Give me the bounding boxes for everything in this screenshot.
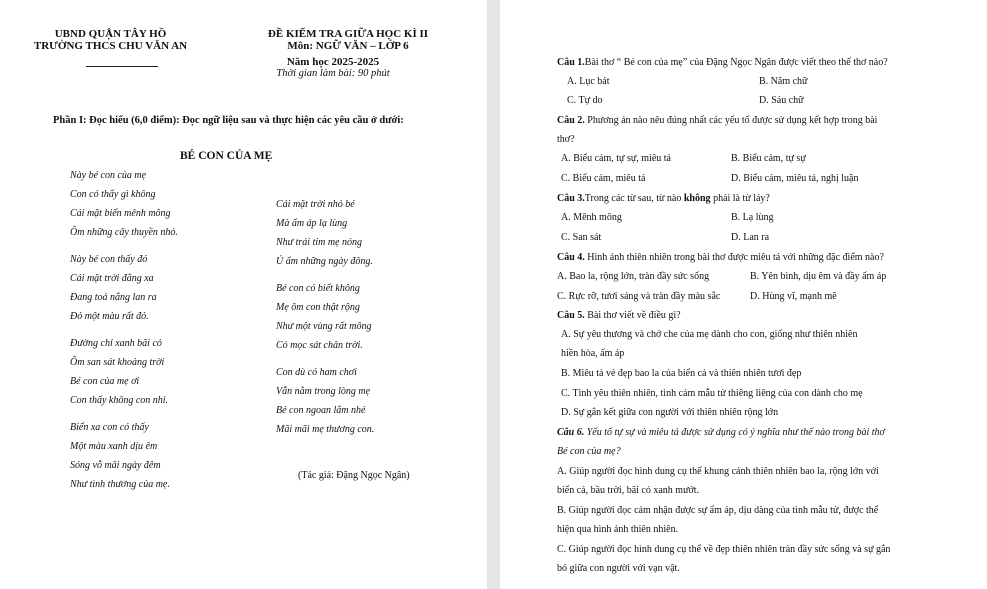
poem-line: Mẹ ôm con thật rộng <box>276 302 360 313</box>
poem-line: Biển xa con có thấy <box>70 422 149 433</box>
poem-line: Đường chỉ xanh bãi cỏ <box>70 338 162 349</box>
option-a: A. Mênh mông <box>561 212 622 223</box>
option-a: A. Giúp người đọc hình dung cụ thể khung cảnh thiên nhiên bao la, rộng lớn với <box>557 466 879 477</box>
question-label: Câu 5. <box>557 310 585 321</box>
option-b: B. Lạ lùng <box>731 212 774 223</box>
option-a: A. Sự yêu thương và chở che của mẹ dành cho con, giống như thiên nhiên <box>561 329 858 340</box>
poem-line: Cái mặt biển mênh mông <box>70 208 171 219</box>
option-a-cont: hiền hòa, ấm áp <box>561 348 625 359</box>
exam-duration: Thời gian làm bài: 90 phút <box>276 68 390 79</box>
question-text: Bài thơ “ Bé con của mẹ” của Đặng Ngọc Ngân được viết theo thể thơ nào? <box>584 57 888 68</box>
option-b: B. Giúp người đọc cảm nhận được sự ấm áp, dịu dàng của tình mẫu tử, được thể <box>557 505 879 516</box>
poem-line: Con dù có ham chơi <box>276 367 357 378</box>
poem-line: Ôm san sát khoảng trời <box>70 357 165 368</box>
question-text: Trong các từ sau, từ nào <box>584 193 684 204</box>
option-d: D. Lan ra <box>731 232 770 243</box>
question-5 <box>557 306 977 326</box>
question-label: Câu 2. <box>557 115 585 126</box>
question-label: Câu 4. <box>557 252 585 263</box>
part1-heading <box>53 115 404 126</box>
options-row <box>557 208 977 228</box>
exam-page-left <box>0 0 487 589</box>
poem-stanza <box>70 334 178 410</box>
options-row <box>557 287 977 307</box>
poem-stanza <box>70 166 178 242</box>
question-text: phải là từ láy? <box>710 193 770 204</box>
exam-year: Năm học 2025-2025 <box>286 56 380 68</box>
question-label: Câu 1. <box>557 57 585 68</box>
poem-line: Ôm những cây thuyền nhỏ. <box>70 227 178 238</box>
option-d: D. Hùng vĩ, mạnh mẽ <box>750 291 837 302</box>
question-text: thơ? <box>557 134 575 145</box>
poem-left-column <box>70 166 178 502</box>
option-c-cont: bó giữa con người với vạn vật. <box>557 563 680 574</box>
option-a: A. Lục bát <box>567 76 610 87</box>
options-row <box>557 149 977 169</box>
option-d: D. Sự gắn kết giữa con người với thiên nhiên rộng lớn <box>561 407 779 418</box>
option-d: D. Sáu chữ <box>759 95 804 106</box>
options-row <box>557 228 977 248</box>
option-c: C. Giúp người đọc hình dung cụ thể về đẹp thiên nhiên tràn đầy sức sống và sự gắn <box>557 544 891 555</box>
exam-page-right <box>500 0 987 589</box>
poem-line: Bé con ngoan lắm nhé <box>276 405 366 416</box>
poem-line: Mãi mãi mẹ thương con. <box>276 424 375 435</box>
option-b: B. Miêu tả vẻ đẹp bao la của biển cả và thiên nhiên tươi đẹp <box>561 368 802 379</box>
option-c: C. Biểu cảm, miêu tả <box>561 173 646 184</box>
exam-subject: Môn: NGỮ VĂN – LỚP 6 <box>287 40 409 52</box>
option-a: A. Bao la, rộng lớn, tràn đầy sức sống <box>557 271 710 282</box>
question-label: Câu 3. <box>557 193 585 204</box>
option-c: C. San sát <box>561 232 602 243</box>
exam-title: ĐỀ KIỂM TRA GIỮA HỌC KÌ II <box>267 28 429 40</box>
options-row <box>557 267 977 287</box>
option-c: C. Tự do <box>567 95 603 106</box>
question-text: Hình ảnh thiên nhiên trong bài thơ được miêu tả với những đặc điểm nào? <box>584 252 884 263</box>
poem-author: (Tác giả: Đặng Ngọc Ngân) <box>298 470 410 481</box>
option-b: B. Năm chữ <box>759 76 808 87</box>
poem-line: Sóng vỗ mãi ngày đêm <box>70 460 161 471</box>
poem-title: BÉ CON CỦA MẸ <box>180 150 273 162</box>
options-row <box>557 72 977 92</box>
poem-stanza <box>276 279 374 355</box>
poem-stanza <box>70 250 178 326</box>
option-b: B. Yên bình, dịu êm và đầy ấm áp <box>750 271 887 282</box>
question-2-cont <box>557 130 977 150</box>
question-6 <box>557 423 977 443</box>
question-text: Yếu tố tự sự và miêu tả được sử dụng có ý nghĩa như thế nào trong bài thơ <box>584 427 885 438</box>
part1-heading-bold: Phần I: Đọc hiểu (6,0 điểm): Đọc ngữ liệu sau và thực hiện các yêu cầu ở dưới: <box>53 115 404 126</box>
question-1 <box>557 53 977 73</box>
option-b: B. Biểu cảm, tự sự <box>731 153 806 164</box>
poem-line: Cái mặt trời đằng xa <box>70 273 154 284</box>
poem-line: Đang toả nắng lan ra <box>70 292 157 303</box>
question-2 <box>557 111 977 131</box>
poem-line: Bé con có biết không <box>276 283 360 294</box>
question-6-cont: Bé con của mẹ? <box>557 446 621 457</box>
poem-line: Mà ấm áp lạ lùng <box>276 218 348 229</box>
poem-line: Một màu xanh dịu êm <box>70 441 158 452</box>
question-4 <box>557 248 977 268</box>
poem-line: Ủ ấm những ngày đông. <box>276 256 373 267</box>
option-c: C. Tình yêu thiên nhiên, tình cảm mẫu tử thiêng liêng của con dành cho mẹ <box>561 388 863 399</box>
school-district: UBND QUẬN TÂY HỒ <box>54 28 167 40</box>
poem-stanza <box>276 363 374 439</box>
poem-line: Này bé con thấy đó <box>70 254 148 265</box>
question-text: Bài thơ viết về điều gì? <box>584 310 681 321</box>
poem-line: Bé con của mẹ ơi <box>70 376 140 387</box>
poem-line: Con có thấy gì không <box>70 189 156 200</box>
poem-right-column <box>276 195 374 447</box>
option-b-cont: hiện qua hình ảnh thiên nhiên. <box>557 524 679 535</box>
poem-line: Vẫn nằm trong lòng mẹ <box>276 386 371 397</box>
poem-line: Như tình thương của mẹ. <box>70 479 170 490</box>
question-label: Câu 6. <box>557 427 585 438</box>
poem-stanza <box>70 418 178 494</box>
poem-line: Cái mặt trời nhỏ bé <box>276 199 355 210</box>
option-a: A. Biểu cảm, tự sự, miêu tả <box>561 153 671 164</box>
poem-stanza <box>276 195 374 271</box>
poem-line: Cỏ mọc sát chân trời. <box>276 340 363 351</box>
question-emphasis: không <box>683 193 711 204</box>
school-name: TRƯỜNG THCS CHU VĂN AN <box>33 40 188 52</box>
option-c: C. Rực rỡ, tươi sáng và tràn đầy màu sắc <box>557 291 721 302</box>
options-row <box>557 91 977 111</box>
poem-line: Như một vùng rất mông <box>276 321 372 332</box>
option-a-cont: biển cả, bầu trời, bãi cỏ xanh mướt. <box>557 485 700 496</box>
question-3 <box>557 189 977 209</box>
header-underline <box>86 66 158 67</box>
poem-line: Đỏ một màu rất đỏ. <box>70 311 149 322</box>
question-text: Phương án nào nêu đúng nhất các yếu tố được sử dụng kết hợp trong bài <box>584 115 878 126</box>
poem-line: Con thấy không con nhỉ. <box>70 395 169 406</box>
poem-line: Như trái tim mẹ nóng <box>276 237 363 248</box>
option-d: D. Biểu cảm, miêu tả, nghị luận <box>731 173 859 184</box>
options-row <box>557 169 977 189</box>
poem-line: Này bé con của mẹ <box>70 170 147 181</box>
